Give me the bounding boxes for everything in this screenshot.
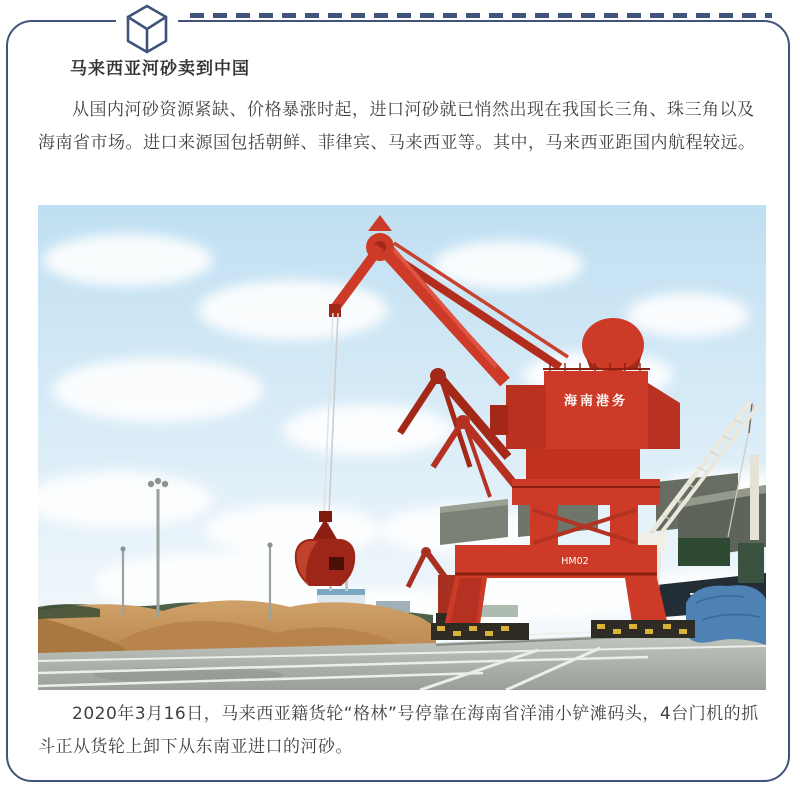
crane-id-label: HM02 xyxy=(561,556,589,567)
top-dashed-divider xyxy=(190,13,772,18)
cube-icon xyxy=(116,2,178,56)
port-crane-photo xyxy=(38,205,766,690)
article-paragraph: 从国内河砂资源紧缺、价格暴涨时起，进口河砂就已悄然出现在我国长三角、珠三角以及海南省市场。进口来源国包括朝鲜、菲律宾、马来西亚等。其中，马来西亚距国内航程较远。 xyxy=(38,100,756,153)
photo-caption: 2020年3月16日，马来西亚籍货轮“格林”号停靠在海南省洋浦小铲滩码头，4台门机的抓斗正从货轮上卸下从东南亚进口的河砂。 xyxy=(38,704,759,757)
crane-brand-label: 海南港务 xyxy=(563,394,629,409)
article-title: 马来西亚河砂卖到中国 xyxy=(70,59,250,79)
